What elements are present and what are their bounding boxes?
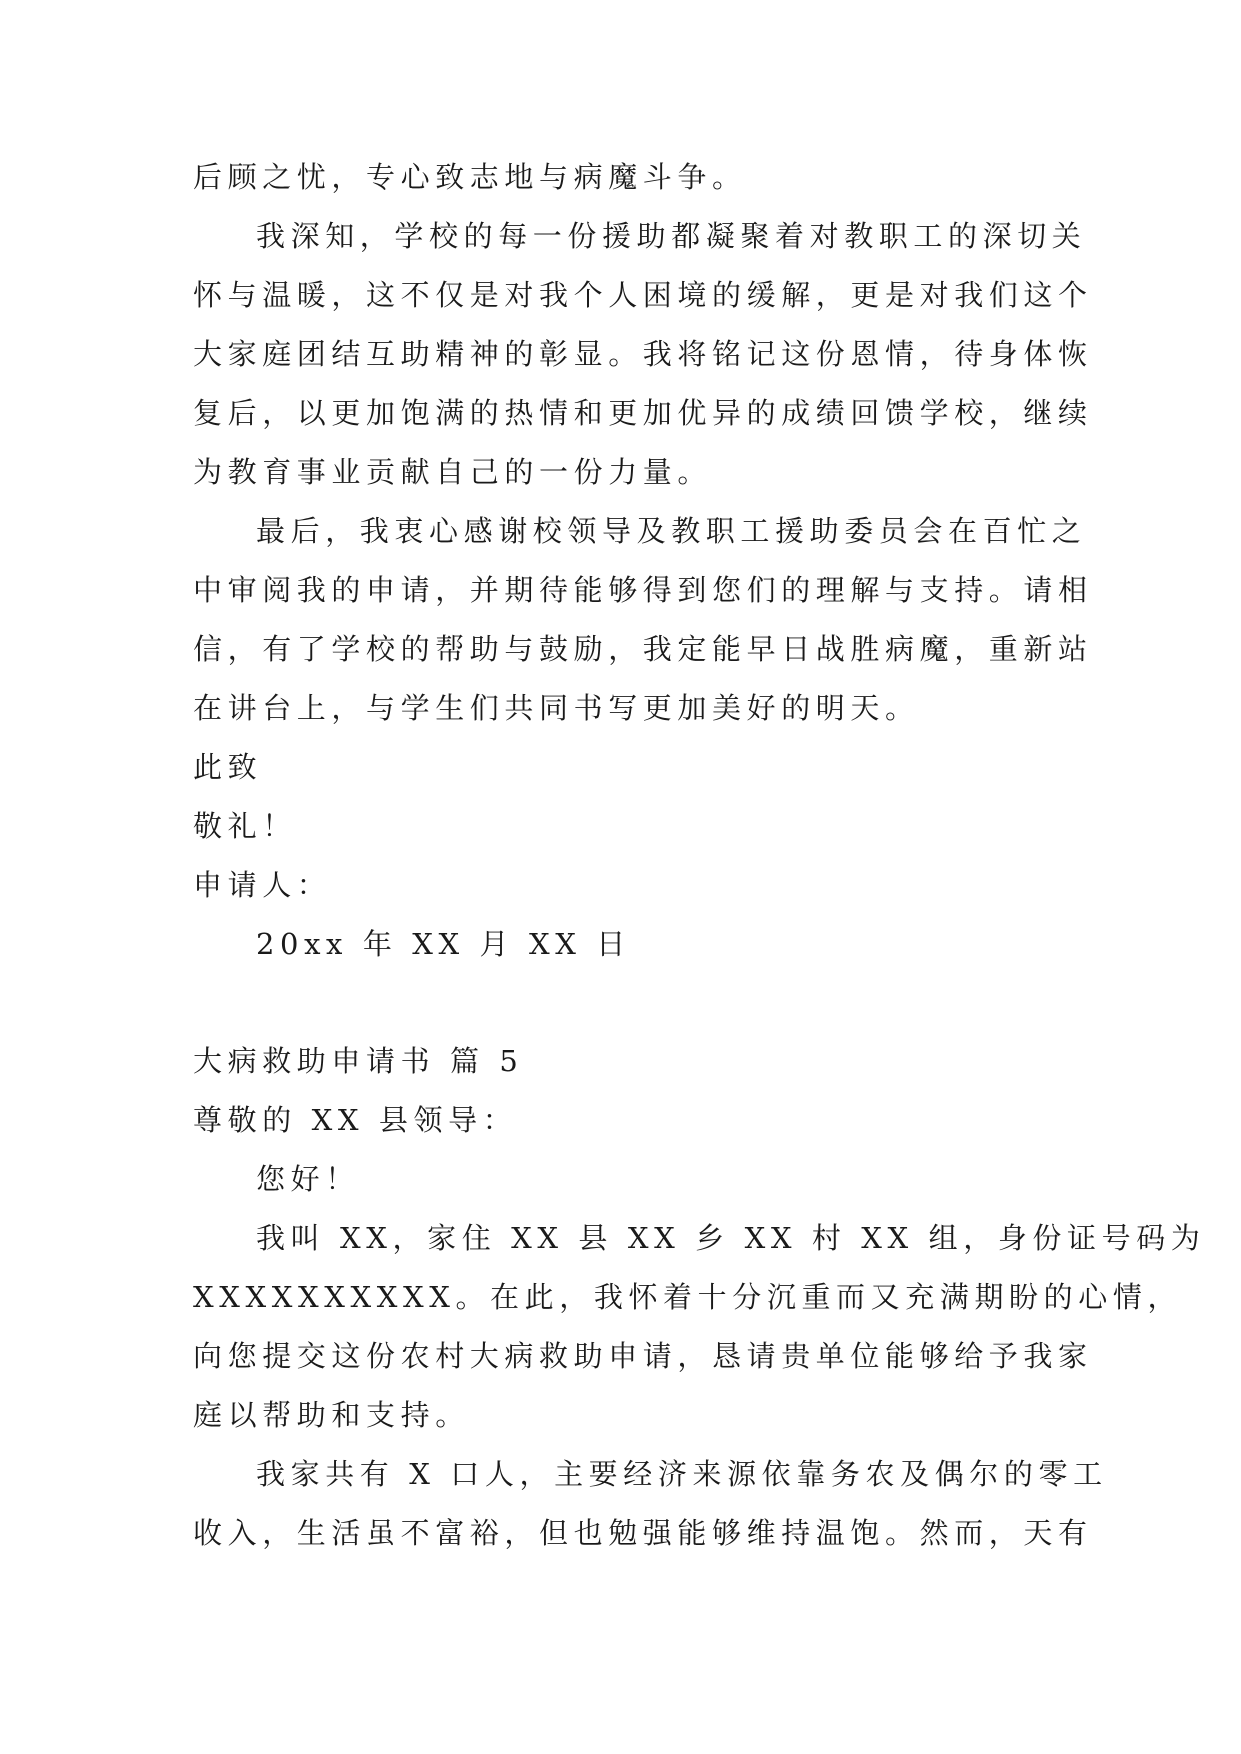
blank-line xyxy=(193,974,1053,1032)
date-line: 20xx 年 XX 月 XX 日 xyxy=(256,927,631,961)
greeting-addressee: 尊敬的 XX 县领导： xyxy=(193,1103,518,1137)
document-page xyxy=(193,148,1206,1563)
section-title: 大病救助申请书 篇 5 xyxy=(193,1044,524,1078)
text-line: 我家共有 X 口人，主要经济来源依靠务农及偶尔的零工 xyxy=(256,1457,1108,1491)
text-line: 最后，我衷心感谢校领导及教职工援助委员会在百忙之 xyxy=(256,514,1087,548)
closing-regards: 敬礼！ xyxy=(193,809,297,843)
text-line: 信，有了学校的帮助与鼓励，我定能早日战胜病魔，重新站 xyxy=(193,632,1093,666)
greeting: 您好！ xyxy=(256,1162,360,1196)
text-line: 收入，生活虽不富裕，但也勉强能够维持温饱。然而，天有 xyxy=(193,1516,1093,1550)
text-line: 中审阅我的申请，并期待能够得到您们的理解与支持。请相 xyxy=(193,573,1093,607)
text-line: 我深知，学校的每一份援助都凝聚着对教职工的深切关 xyxy=(256,219,1087,253)
text-line: 怀与温暖，这不仅是对我个人困境的缓解，更是对我们这个 xyxy=(193,278,1093,312)
closing-salutation: 此致 xyxy=(193,750,263,784)
text-line: 我叫 XX，家住 XX 县 XX 乡 XX 村 XX 组，身份证号码为 xyxy=(256,1221,1206,1255)
text-line: 在讲台上，与学生们共同书写更加美好的明天。 xyxy=(193,691,920,725)
text-line: 向您提交这份农村大病救助申请，恳请贵单位能够给予我家 xyxy=(193,1339,1093,1373)
text-line: 复后，以更加饱满的热情和更加优异的成绩回馈学校，继续 xyxy=(193,396,1093,430)
applicant-label: 申请人： xyxy=(193,868,332,902)
text-line: 后顾之忧，专心致志地与病魔斗争。 xyxy=(193,160,747,194)
text-line: 大家庭团结互助精神的彰显。我将铭记这份恩情，待身体恢 xyxy=(193,337,1093,371)
text-line: 庭以帮助和支持。 xyxy=(193,1398,470,1432)
text-line: XXXXXXXXXX。在此，我怀着十分沉重而又充满期盼的心情， xyxy=(193,1280,1183,1314)
text-line: 为教育事业贡献自己的一份力量。 xyxy=(193,455,713,489)
